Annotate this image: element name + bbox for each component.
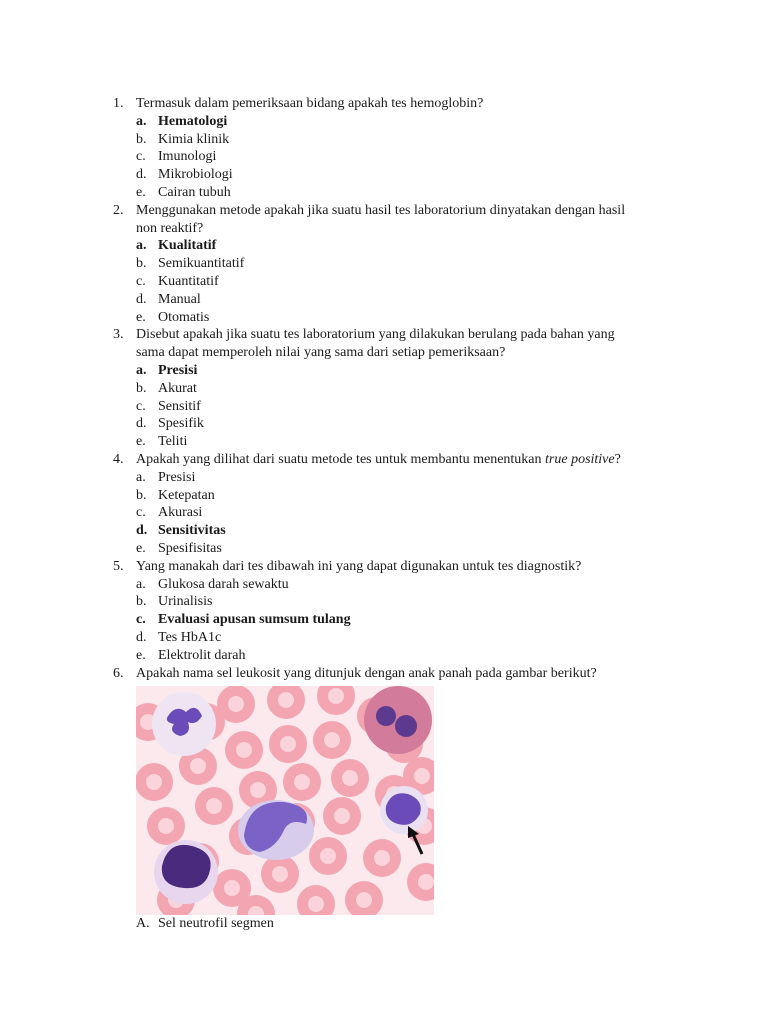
- option-text: Presisi: [158, 469, 196, 485]
- option-letter: a.: [136, 576, 146, 592]
- option-text: Evaluasi apusan sumsum tulang: [158, 612, 351, 628]
- question-text-segment: Yang manakah dari tes dibawah ini yang dapat digunakan untuk tes diagnostik?: [136, 558, 582, 574]
- question-number: 6.: [113, 665, 124, 681]
- option-text: Teliti: [158, 434, 188, 450]
- option-letter: a.: [136, 238, 147, 254]
- answer-option: [0, 469, 768, 487]
- option-letter: b.: [136, 487, 147, 503]
- option-text: Spesifik: [158, 416, 204, 432]
- option-text: Imunologi: [158, 149, 217, 165]
- option-letter: a.: [136, 469, 146, 485]
- option-text: Sel neutrofil segmen: [158, 916, 274, 932]
- answer-option: [0, 415, 768, 433]
- answer-option-correct: [0, 522, 768, 540]
- answer-option: [0, 487, 768, 505]
- answer-option: [0, 915, 768, 933]
- question-line: [0, 344, 768, 362]
- option-letter: b.: [136, 594, 147, 610]
- option-letter: c.: [136, 398, 146, 414]
- option-letter: e.: [136, 184, 146, 200]
- option-text: Mikrobiologi: [158, 167, 233, 183]
- option-letter: e.: [136, 309, 146, 325]
- document-page: [0, 95, 768, 933]
- option-letter: c.: [136, 612, 146, 628]
- question-text-segment: Termasuk dalam pemeriksaan bidang apakah tes hemoglobin?: [136, 96, 484, 111]
- answer-option-correct: [0, 611, 768, 629]
- answer-option: [0, 309, 768, 327]
- answer-option: [0, 291, 768, 309]
- option-text: Kimia klinik: [158, 131, 230, 147]
- option-text: Presisi: [158, 362, 198, 378]
- answer-option: [0, 504, 768, 522]
- question-text-segment: Apakah nama sel leukosit yang ditunjuk dengan anak panah pada gambar berikut?: [136, 665, 597, 681]
- question-text: [136, 451, 621, 469]
- answer-option: [0, 380, 768, 398]
- option-letter: e.: [136, 647, 146, 663]
- option-letter: c.: [136, 149, 146, 165]
- option-text: Kuantitatif: [158, 273, 219, 289]
- option-letter: d.: [136, 629, 147, 645]
- question-text: [136, 344, 505, 362]
- option-letter: d.: [136, 523, 148, 539]
- option-text: Akurat: [158, 380, 197, 396]
- option-text: Kualitatif: [158, 238, 217, 254]
- question-line: [0, 665, 768, 683]
- option-text: Ketepatan: [158, 487, 215, 503]
- option-letter: e.: [136, 540, 146, 556]
- option-letter: a.: [136, 362, 147, 378]
- option-text: Cairan tubuh: [158, 184, 231, 200]
- answer-option: [0, 255, 768, 273]
- option-letter: d.: [136, 167, 147, 183]
- answer-option: [0, 576, 768, 594]
- option-letter: a.: [136, 113, 147, 129]
- answer-option: [0, 131, 768, 149]
- question-number: 3.: [113, 327, 124, 343]
- option-text: Akurasi: [158, 505, 203, 521]
- blood-smear-image: [136, 686, 434, 915]
- question-number: 4.: [113, 451, 124, 467]
- option-letter: b.: [136, 131, 147, 147]
- question-number: 2.: [113, 202, 124, 218]
- answer-option: [0, 273, 768, 291]
- question-text: [136, 202, 625, 220]
- answer-option: [0, 184, 768, 202]
- question-line: [0, 558, 768, 576]
- question-text: [136, 220, 203, 238]
- question-text: [136, 558, 581, 576]
- option-text: Urinalisis: [158, 594, 213, 610]
- question-text: [136, 665, 597, 683]
- question-text-segment: sama dapat memperoleh nilai yang sama dari setiap pemeriksaan?: [136, 345, 506, 361]
- option-text: Sensitif: [158, 398, 201, 414]
- question-italic-segment: true positive: [545, 451, 615, 467]
- answer-option: [0, 148, 768, 166]
- option-text: Tes HbA1c: [158, 629, 222, 645]
- option-letter: b.: [136, 256, 147, 272]
- option-letter: b.: [136, 380, 147, 396]
- question-text-segment: non reaktif?: [136, 220, 204, 236]
- option-text: Hematologi: [158, 113, 228, 129]
- option-text: Elektrolit darah: [158, 647, 246, 663]
- question-line: [0, 326, 768, 344]
- answer-option: [0, 540, 768, 558]
- answer-option: [0, 629, 768, 647]
- option-letter: c.: [136, 505, 146, 521]
- option-text: Sensitivitas: [158, 523, 226, 539]
- option-text: Otomatis: [158, 309, 210, 325]
- question-number: 5.: [113, 558, 124, 574]
- option-letter: d.: [136, 416, 147, 432]
- option-letter: c.: [136, 273, 146, 289]
- answer-option: [0, 433, 768, 451]
- question-text: [136, 95, 483, 113]
- option-text: Manual: [158, 291, 201, 307]
- question-line: [0, 95, 768, 113]
- option-letter: A.: [136, 916, 150, 932]
- question-text-segment: Apakah yang dilihat dari suatu metode tes untuk membantu menentukan: [136, 451, 546, 467]
- question-line: [0, 220, 768, 238]
- option-text: Glukosa darah sewaktu: [158, 576, 289, 592]
- question-text-segment: Menggunakan metode apakah jika suatu hasil tes laboratorium dinyatakan dengan hasil: [136, 202, 626, 218]
- answer-option: [0, 593, 768, 611]
- option-letter: e.: [136, 434, 146, 450]
- answer-option: [0, 398, 768, 416]
- answer-option-correct: [0, 237, 768, 255]
- question-line: [0, 202, 768, 220]
- option-letter: d.: [136, 291, 147, 307]
- answer-option: [0, 166, 768, 184]
- question-number: 1.: [113, 96, 124, 111]
- answer-option-correct: [0, 362, 768, 380]
- question-text: [136, 326, 615, 344]
- option-text: Semikuantitatif: [158, 256, 245, 272]
- option-text: Spesifisitas: [158, 540, 222, 556]
- answer-option: [0, 647, 768, 665]
- answer-option-correct: [0, 113, 768, 131]
- question-text-segment: Disebut apakah jika suatu tes laboratorium yang dilakukan berulang pada bahan yang: [136, 327, 615, 343]
- question-text-segment: ?: [614, 451, 621, 467]
- question-line: [0, 451, 768, 469]
